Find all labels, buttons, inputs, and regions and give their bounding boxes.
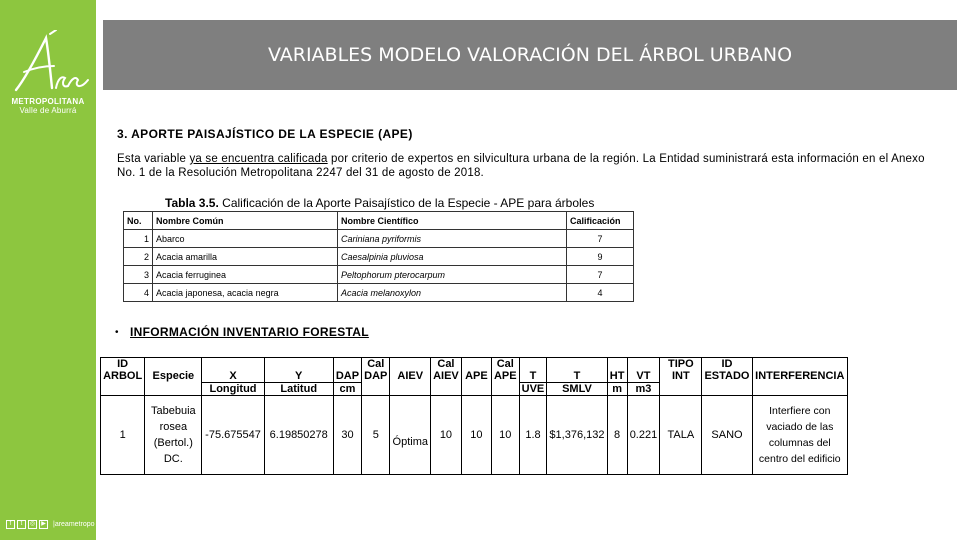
- inv-header-row-2: [101, 370, 848, 383]
- h-cal-dap-top: Cal: [362, 358, 390, 371]
- cell-calificacion: 9: [567, 248, 634, 266]
- cell-no: 3: [124, 266, 153, 284]
- col-nombre-comun: Nombre Común: [153, 212, 338, 230]
- area-metropolitana-logo: [10, 30, 90, 98]
- h-cm: cm: [333, 383, 361, 396]
- cell-cal-aiev: 10: [431, 396, 462, 475]
- h-empty: [101, 383, 145, 396]
- page-title: VARIABLES MODELO VALORACIÓN DEL ÁRBOL URBANO: [267, 44, 793, 66]
- h-t-uve: T: [519, 370, 547, 383]
- h-empty: [660, 383, 702, 396]
- twitter-icon[interactable]: t: [17, 520, 26, 529]
- h-ht-unit: m: [607, 383, 627, 396]
- inventory-table: [100, 357, 848, 475]
- h-cal-ape-top: Cal: [491, 358, 519, 371]
- h-vt: VT: [627, 370, 660, 383]
- h-empty: [491, 383, 519, 396]
- instagram-icon[interactable]: ◎: [29, 521, 36, 527]
- cell-id: 1: [101, 396, 145, 475]
- desc-underlined: ya se encuentra calificada: [189, 153, 328, 165]
- cell-interferencia: Interfiere con vaciado de las columnas del centro del edificio: [752, 396, 847, 475]
- cell-nombre-comun: Acacia ferruginea: [153, 266, 338, 284]
- h-latitud: Latitud: [264, 383, 333, 396]
- h-empty: [333, 358, 361, 371]
- h-empty: [702, 383, 752, 396]
- logo-valle-text: Valle de Aburrá: [19, 106, 77, 115]
- cell-ape: 10: [461, 396, 491, 475]
- h-empty: [461, 383, 491, 396]
- table-row: [124, 248, 634, 266]
- h-empty: [145, 358, 202, 371]
- cell-ht: 8: [607, 396, 627, 475]
- h-empty: [627, 358, 660, 371]
- h-smlv: SMLV: [547, 383, 607, 396]
- cell-calificacion: 7: [567, 266, 634, 284]
- cell-tipo-int: TALA: [660, 396, 702, 475]
- cell-especie: Tabebuia rosea (Bertol.) DC.: [145, 396, 202, 475]
- cell-nombre-comun: Acacia japonesa, acacia negra: [153, 284, 338, 302]
- h-empty: [519, 358, 547, 371]
- h-longitud: Longitud: [202, 383, 264, 396]
- cell-nombre-cientifico: Caesalpinia pluviosa: [338, 248, 567, 266]
- h-uve: UVE: [519, 383, 547, 396]
- cell-t-uve: 1.8: [519, 396, 547, 475]
- caption-text: Calificación de la Aporte Paisajístico de la Especie - APE para árboles: [218, 196, 595, 210]
- section-description: [117, 152, 937, 180]
- h-empty: [547, 358, 607, 371]
- h-id: ID: [101, 358, 145, 371]
- table-row: [124, 284, 634, 302]
- brand-sidebar: [0, 0, 96, 540]
- h-empty: [145, 383, 202, 396]
- h-t-smlv: T: [547, 370, 607, 383]
- h-estado: ESTADO: [702, 370, 752, 383]
- desc-text-1: Esta variable: [117, 153, 190, 165]
- cell-calificacion: 4: [567, 284, 634, 302]
- cell-cal-ape: 10: [491, 396, 519, 475]
- cell-dap: 30: [333, 396, 361, 475]
- cell-nombre-comun: Acacia amarilla: [153, 248, 338, 266]
- cell-x: -75.675547: [202, 396, 264, 475]
- h-empty: [461, 358, 491, 371]
- col-no: No.: [124, 212, 153, 230]
- h-empty: [202, 358, 264, 371]
- h-empty: [390, 358, 431, 371]
- h-estado-id: ID: [702, 358, 752, 371]
- h-cal-dap: DAP: [362, 370, 390, 383]
- table-row: [101, 396, 848, 475]
- youtube-icon[interactable]: ▶: [39, 520, 48, 529]
- h-cal-aiev-top: Cal: [431, 358, 462, 371]
- h-ht: HT: [607, 370, 627, 383]
- ape-header-row: [124, 212, 634, 230]
- cell-cal-dap: 5: [362, 396, 390, 475]
- cell-aiev: Óptima: [390, 396, 431, 475]
- inv-header-row-3: [101, 383, 848, 396]
- col-nombre-cientifico: Nombre Científico: [338, 212, 567, 230]
- slide-header: [103, 20, 957, 90]
- section-title: 3. APORTE PAISAJÍSTICO DE LA ESPECIE (APE): [117, 127, 413, 141]
- logo-metropolitana-text: METROPOLITANA: [11, 97, 85, 106]
- h-aiev: AIEV: [390, 370, 431, 383]
- desc-text-2: por criterio de expertos en silvicultura urbana de la región. La Entidad suministrará esta información en el Anexo No. 1 de la Resolución Metropolitana 2247 del 31 de agosto de 2018.: [117, 153, 925, 179]
- cell-vt: 0.221: [627, 396, 660, 475]
- h-especie: Especie: [145, 370, 202, 383]
- h-y: Y: [264, 370, 333, 383]
- cell-t-smlv: $1,376,132: [547, 396, 607, 475]
- h-empty: [431, 383, 462, 396]
- cell-y: 6.19850278: [264, 396, 333, 475]
- col-calificacion: Calificación: [567, 212, 634, 230]
- h-cal-aiev: AIEV: [431, 370, 462, 383]
- cell-calificacion: 7: [567, 230, 634, 248]
- h-empty: [607, 358, 627, 371]
- ape-table: [123, 211, 634, 302]
- facebook-icon[interactable]: f: [6, 520, 15, 529]
- caption-label: Tabla 3.5.: [165, 196, 219, 210]
- h-empty: [264, 358, 333, 371]
- h-arbol: ARBOL: [101, 370, 145, 383]
- h-cal-ape: APE: [491, 370, 519, 383]
- table-row: [124, 230, 634, 248]
- cell-nombre-cientifico: Peltophorum pterocarpum: [338, 266, 567, 284]
- table-row: [124, 266, 634, 284]
- cell-estado: SANO: [702, 396, 752, 475]
- social-links: [6, 520, 95, 529]
- bullet-icon: •: [115, 327, 119, 338]
- h-empty: [752, 358, 847, 371]
- h-empty: [752, 383, 847, 396]
- table-caption: [165, 196, 594, 210]
- h-int: INT: [660, 370, 702, 383]
- social-handle: |areametropo: [53, 521, 95, 528]
- cell-no: 4: [124, 284, 153, 302]
- cell-no: 2: [124, 248, 153, 266]
- inv-header-row-1: [101, 358, 848, 371]
- h-interferencia: INTERFERENCIA: [752, 370, 847, 383]
- cell-nombre-comun: Abarco: [153, 230, 338, 248]
- h-ape: APE: [461, 370, 491, 383]
- h-x: X: [202, 370, 264, 383]
- cell-nombre-cientifico: Acacia melanoxylon: [338, 284, 567, 302]
- inventory-heading: INFORMACIÓN INVENTARIO FORESTAL: [130, 325, 369, 339]
- cell-no: 1: [124, 230, 153, 248]
- h-vt-unit: m3: [627, 383, 660, 396]
- h-tipo: TIPO: [660, 358, 702, 371]
- cell-nombre-cientifico: Cariniana pyriformis: [338, 230, 567, 248]
- h-empty: [390, 383, 431, 396]
- h-dap: DAP: [333, 370, 361, 383]
- h-empty: [362, 383, 390, 396]
